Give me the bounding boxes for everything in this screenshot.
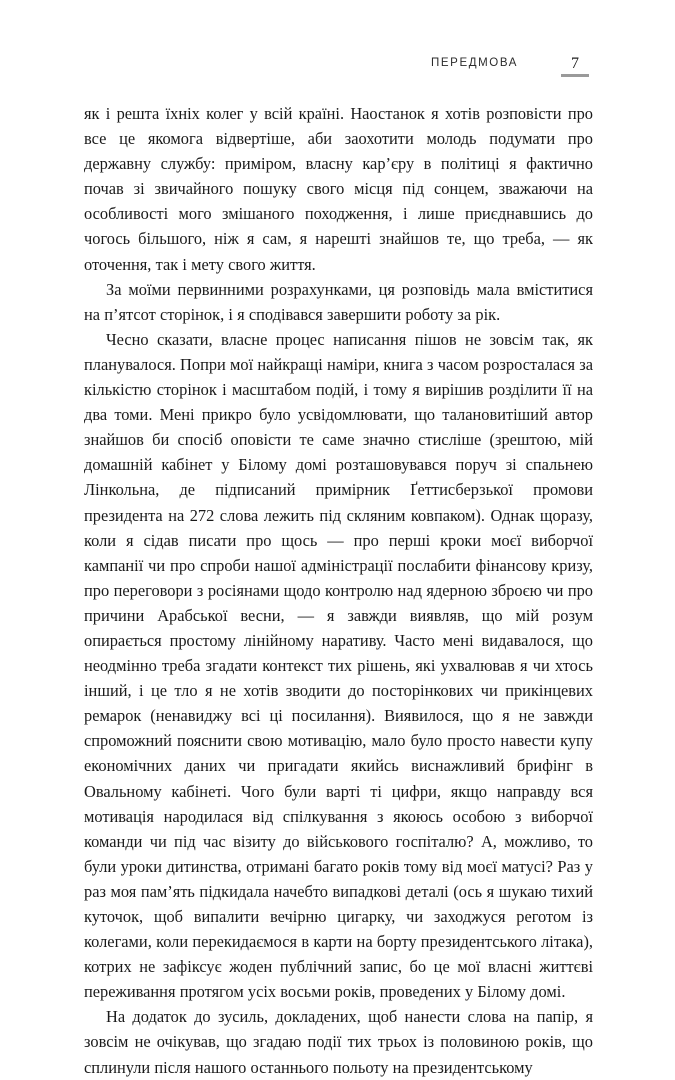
paragraph: За моїми первинними розрахунками, ця розповідь мала вміститися на п’ятсот сторінок, і я сподівався завершити роботу за рік.	[84, 279, 593, 324]
paragraph: Чесно сказати, власне процес написання пішов не зовсім так, як планувалося. Попри мої найкращі наміри, книга з часом розросталася за кількістю сторінок і масштабом подій, і тому я вирішив розділити її на два томи. Мені прикро було усвідомлювати, що талановитіший автор знайшов би спосіб оповісти те саме значно стисліше (зрештою, мій домашній кабінет у Білому домі розташовувався поруч зі спальнею Лінкольна, де підписаний примірник Ґеттисберзької промови президента на 272 слова лежить під скляним ковпаком). Однак щоразу, коли я сідав писати про щось — про перші кроки моєї виборчої кампанії чи про спроби нашої адміністрації послабити фінансову кризу, про переговори з росіянами щодо контролю над ядерною зброєю чи про причини Арабської весни, — я завжди виявляв, що мій розум опирається простому лінійному наративу. Часто мені видавалося, що неодмінно треба згадати контекст тих рішень, які ухвалював я чи хтось інший, і це тло я не хотів зводити до посторінкових чи прикінцевих ремарок (ненавиджу всі ці посилання). Виявилося, що я не завжди спроможний пояснити свою мотивацію, мало було просто навести купу економічних даних чи пригадати якийсь виснажливий брифінг в Овальному кабінеті. Чого були варті ті цифри, якщо направду вся мотивація народилася від спілкування з якоюсь особою з виборчої команди чи під час візиту до військового госпіталю? А, можливо, то були уроки дитинства, отримані багато років тому від моєї матусі? Раз у раз моя пам’ять підкидала начебто випадкові деталі (ось я шукаю тихий куточок, щоб випалити вечірню цигарку, чи заходжуся реготом із колегами, коли перекидаємося в карти на борту президентського літака), котрих не зафіксує жоден публічний запис, бо це мої власні життєві переживання протягом усіх восьми років, проведених у Білому домі.	[84, 329, 593, 1002]
folio-rule	[561, 74, 589, 77]
paragraph: На додаток до зусиль, докладених, щоб нанести слова на папір, я зовсім не очікував, що згадаю події тих трьох із половиною років, що сплинули після нашого останнього польоту на президентському	[84, 1007, 593, 1077]
folio-group	[558, 55, 592, 77]
body-text-block	[84, 101, 593, 1080]
page-number: 7	[571, 55, 579, 72]
running-head	[84, 55, 592, 85]
paragraph: як і решта їхніх колег у всій країні. Наостанок я хотів розповісти про все це якомога відвертіше, аби заохотити молодь подумати про державну службу: приміром, власну кар’єру в політиці я фактично почав зі звичайного пошуку свого місця під сонцем, зважаючи на особливості мого змішаного походження, і лише приєднавшись до чогось більшого, ніж я сам, я нарешті знайшов те, що треба, — як оточення, так і мету свого життя.	[84, 104, 593, 274]
running-head-title: ПЕРЕДМОВА	[431, 57, 518, 69]
